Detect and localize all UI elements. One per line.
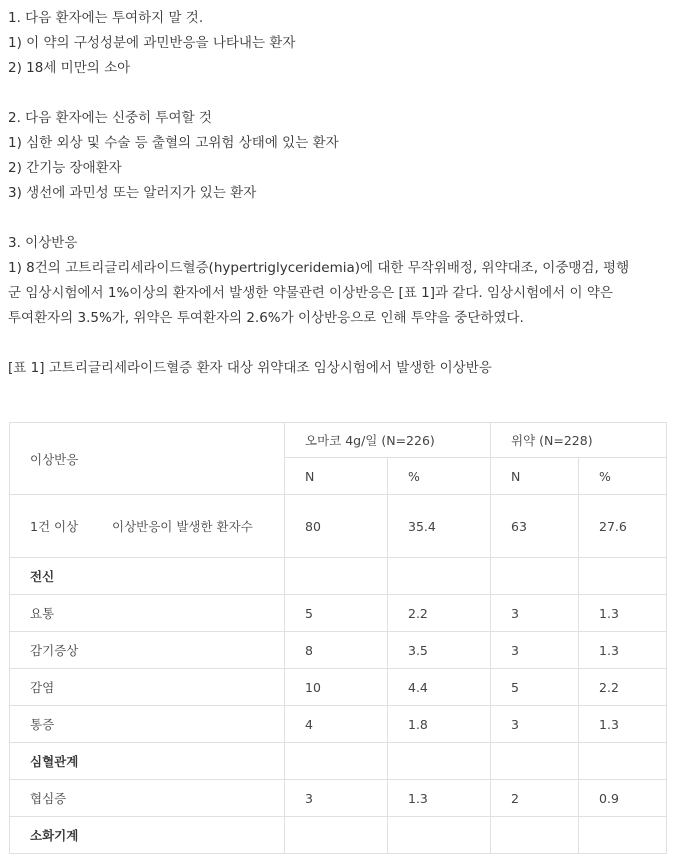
category-label: 전신 <box>10 558 285 595</box>
section-3-title: 3. 이상반응 <box>8 235 78 251</box>
section-1-item-1: 1) 이 약의 구성성분에 과민반응을 나타내는 환자 <box>8 35 296 51</box>
cell-p1: 1.8 <box>388 706 491 743</box>
header-omacor-group: 오마코 4g/일 (N=226) <box>285 423 491 458</box>
cell-n1: 8 <box>285 632 388 669</box>
section-3-paragraph-line-2: 군 임상시험에서 1%이상의 환자에서 발생한 약물관련 이상반응은 [표 1]과 같다. 임상시험에서 이 약은 <box>8 285 613 301</box>
category-row <box>10 558 667 595</box>
table-caption: [표 1] 고트리글리세라이드혈증 환자 대상 위약대조 임상시험에서 발생한 이상반응 <box>8 360 492 376</box>
section-3-paragraph-line-1: 1) 8건의 고트리글리세라이드혈증(hypertriglyceridemia)에 대한 무작위배정, 위약대조, 이중맹검, 평행 <box>8 260 630 276</box>
table-row <box>10 669 667 706</box>
header-placebo-group: 위약 (N=228) <box>491 423 667 458</box>
cell-p2: 1.3 <box>579 632 667 669</box>
category-row <box>10 743 667 780</box>
cell-n2: 63 <box>491 495 579 558</box>
header-pct-1: % <box>388 458 491 495</box>
cell-p2: 27.6 <box>579 495 667 558</box>
header-adverse-reaction: 이상반응 <box>10 423 285 495</box>
row-label: 협심증 <box>10 780 285 817</box>
header-pct-2: % <box>579 458 667 495</box>
summary-row <box>10 495 667 558</box>
section-1-item-2: 2) 18세 미만의 소아 <box>8 60 131 76</box>
document-body <box>8 0 668 381</box>
cell-p1: 2.2 <box>388 595 491 632</box>
cell-n2: 3 <box>491 706 579 743</box>
table-row <box>10 706 667 743</box>
section-1-title: 1. 다음 환자에는 투여하지 말 것. <box>8 10 204 26</box>
section-3-paragraph-line-3: 투여환자의 3.5%가, 위약은 투여환자의 2.6%가 이상반응으로 인해 투약을 중단하였다. <box>8 310 524 326</box>
cell-n1: 10 <box>285 669 388 706</box>
cell-p2: 2.2 <box>579 669 667 706</box>
header-n-2: N <box>491 458 579 495</box>
cell-p1: 35.4 <box>388 495 491 558</box>
header-n-1: N <box>285 458 388 495</box>
category-label: 소화기계 <box>10 817 285 854</box>
table-row <box>10 780 667 817</box>
cell-n1: 80 <box>285 495 388 558</box>
adverse-reaction-table <box>9 422 667 854</box>
summary-label-b: 이상반응이 발생한 환자수 <box>112 519 253 534</box>
cell-n1: 5 <box>285 595 388 632</box>
cell-p1: 4.4 <box>388 669 491 706</box>
cell-n1: 4 <box>285 706 388 743</box>
row-label: 감기증상 <box>10 632 285 669</box>
cell-n2: 2 <box>491 780 579 817</box>
table-row <box>10 595 667 632</box>
summary-label <box>10 495 285 558</box>
cell-p2: 1.3 <box>579 706 667 743</box>
row-label: 요통 <box>10 595 285 632</box>
section-2-item-3: 3) 생선에 과민성 또는 알러지가 있는 환자 <box>8 185 257 201</box>
table-row <box>10 632 667 669</box>
section-2-title: 2. 다음 환자에는 신중히 투여할 것 <box>8 110 212 126</box>
cell-n1: 3 <box>285 780 388 817</box>
summary-label-a: 1건 이상 <box>30 519 79 534</box>
row-label: 감염 <box>10 669 285 706</box>
row-label: 통증 <box>10 706 285 743</box>
section-2-item-1: 1) 심한 외상 및 수술 등 출혈의 고위험 상태에 있는 환자 <box>8 135 339 151</box>
category-row <box>10 817 667 854</box>
cell-n2: 3 <box>491 595 579 632</box>
category-label: 심혈관계 <box>10 743 285 780</box>
cell-p2: 1.3 <box>579 595 667 632</box>
cell-n2: 3 <box>491 632 579 669</box>
cell-n2: 5 <box>491 669 579 706</box>
cell-p1: 3.5 <box>388 632 491 669</box>
cell-p2: 0.9 <box>579 780 667 817</box>
section-2-item-2: 2) 간기능 장애환자 <box>8 160 122 176</box>
cell-p1: 1.3 <box>388 780 491 817</box>
